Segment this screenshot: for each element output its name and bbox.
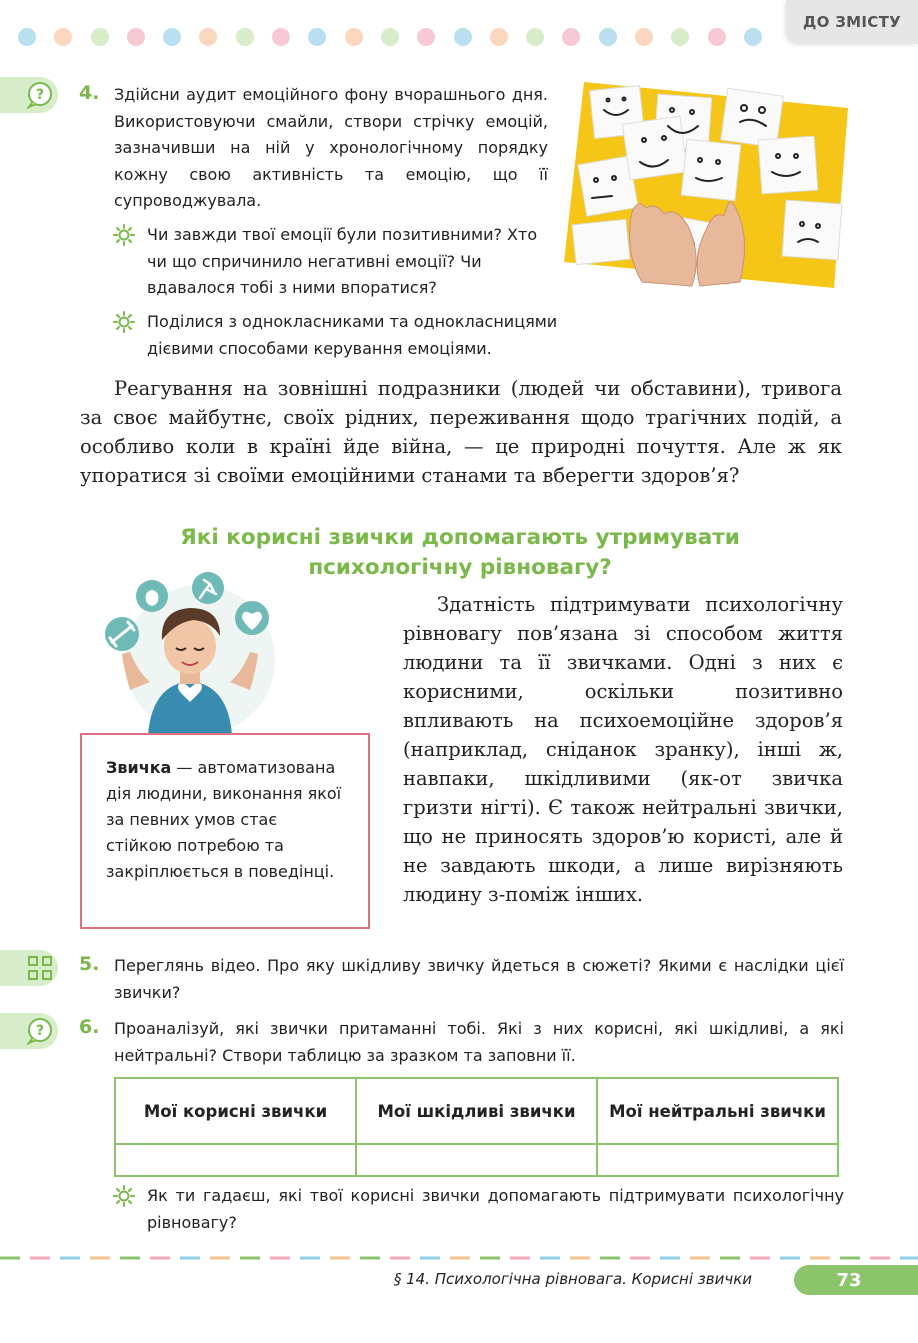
intro-paragraph: Реагування на зовнішні подразники (людей чи обставини), тривога за своє майбутнє, своїх рідних, переживання щодо трагічних подій, а особливо коли в країні йде війна, — це природні почуття. Але ж як упоратися зі своїми емоційними станами та вберегти здоров’я? — [80, 377, 842, 487]
task-text: Переглянь відео. Про яку шкідливу звичку йдеться в сюжеті? Якими є наслідки цієї звички? — [114, 956, 844, 1002]
boy-illustration — [100, 570, 275, 735]
decorative-dot-row — [18, 28, 788, 48]
qr-code-icon — [26, 954, 54, 982]
table-header: Мої корисні звички — [115, 1078, 356, 1144]
definition-text: — автоматизована дія людини, виконання якої за певних умов стає стійкою потребою та закріплюється в поведінці. — [106, 758, 342, 881]
task-number: 6. — [79, 1016, 100, 1038]
task-number: 5. — [79, 953, 100, 975]
qr-tab — [0, 950, 58, 986]
task-text: Здійсни аудит емоційного фону вчорашнього дня. Використовуючи смайли, створи стрічку емоцій, зазначивши на ній у хронологічному порядку кожну свою активність та емоцію, що її супроводжувала. — [114, 85, 548, 210]
question-text: Поділися з однокласниками та однокласницями дієвими способами керування емоціями. — [147, 312, 558, 358]
question-text: Як ти гадаєш, які твої корисні звички допомагають підтримувати психологічну рівновагу? — [147, 1186, 844, 1232]
task-number: 4. — [79, 82, 100, 104]
habits-paragraph: Здатність підтримувати психологічну рівновагу пов’язана зі способом життя людини та її звичками. Одні з них є корисними, оскільки позитивно впливають на психоемоційне здоров’я (наприклад, сніданок зранку), інші ж, навпаки, шкідливими (як-от звичка гризти нігті). Є також нейтральні звички, що не приносять здоров’ю користі, але й не завдають шкоди, а лише вирізняють людину з-поміж інших. — [403, 593, 843, 906]
table-cell — [356, 1144, 597, 1176]
sun-icon — [113, 1185, 135, 1207]
sun-icon — [113, 311, 135, 333]
sun-icon — [113, 224, 135, 246]
question-tab — [0, 77, 58, 113]
table-cell — [115, 1144, 356, 1176]
chapter-title: § 14. Психологічна рівновага. Корисні звички — [393, 1270, 752, 1288]
definition-term: Звичка — [106, 758, 172, 777]
table-cell — [597, 1144, 838, 1176]
svg-text:?: ? — [35, 87, 45, 103]
habits-table — [114, 1077, 839, 1177]
question-tab — [0, 1013, 58, 1049]
table-of-contents-button[interactable]: ДО ЗМІСТУ — [786, 0, 918, 44]
page-number: 73 — [794, 1265, 918, 1295]
question-icon — [26, 81, 54, 109]
section-heading-line2: психологічну рівновагу? — [308, 555, 612, 580]
table-header: Мої шкідливі звички — [356, 1078, 597, 1144]
question-icon — [26, 1017, 54, 1045]
svg-text:?: ? — [35, 1023, 45, 1039]
task-text: Проаналізуй, які звички притаманні тобі. Які з них корисні, які шкідливі, а які нейтральні? Створи таблицю за зразком та заповни її. — [114, 1019, 844, 1065]
definition-box — [80, 733, 370, 929]
emoji-cards-photo — [564, 82, 848, 288]
question-text: Чи завжди твої емоції були позитивними? Хто чи що спричинило негативні емоції? Чи вдавалося тобі з ними впоратися? — [147, 225, 538, 297]
table-header: Мої нейтральні звички — [597, 1078, 838, 1144]
section-heading-line1: Які корисні звички допомагають утримувати — [180, 525, 740, 550]
footer-divider — [0, 1256, 918, 1260]
